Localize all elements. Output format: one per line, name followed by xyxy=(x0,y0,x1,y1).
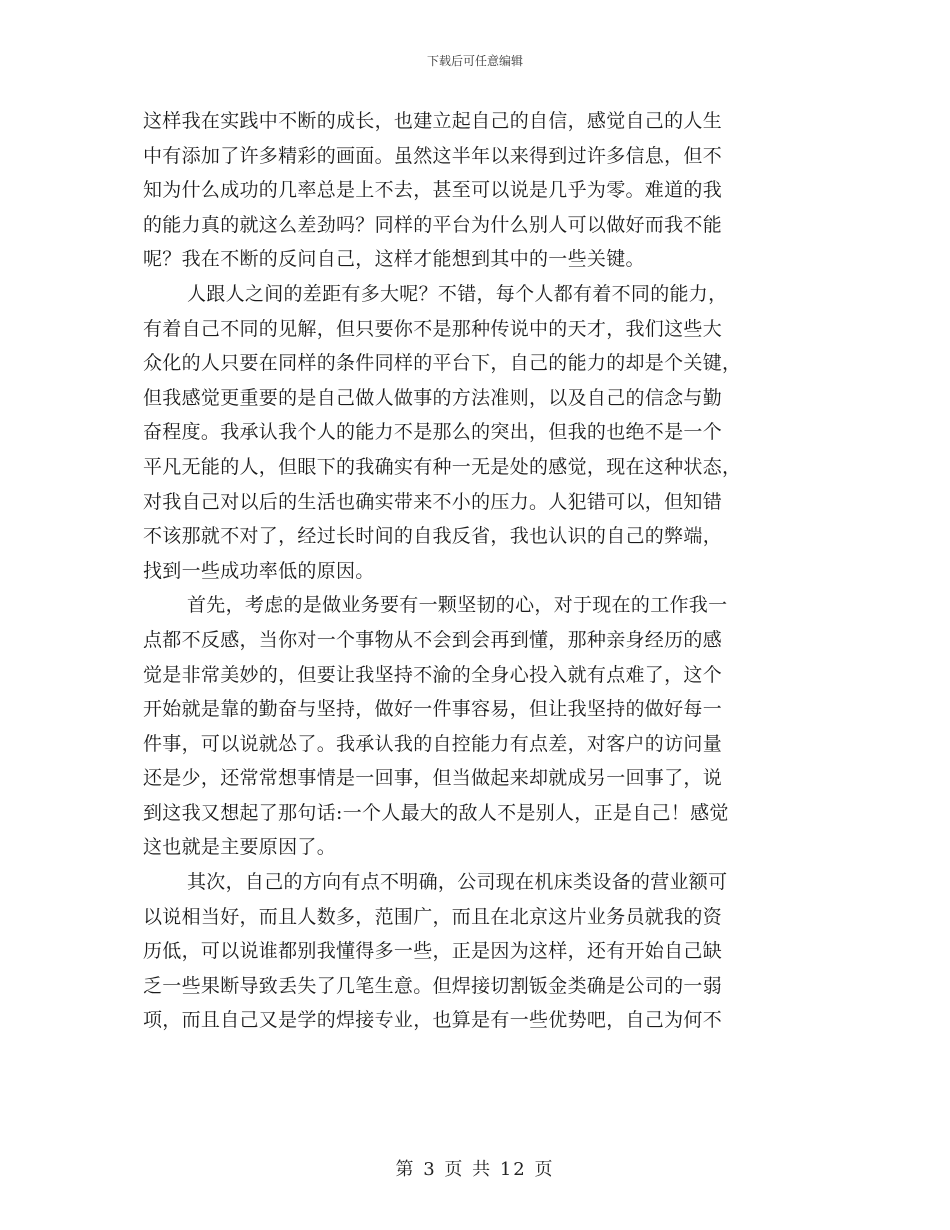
paragraph xyxy=(143,104,803,277)
text-line: 点都不反感，当你对一个事物从不会到会再到懂，那种亲身经历的感 xyxy=(143,628,723,651)
text-line: 其次，自己的方向有点不明确，公司现在机床类设备的营业额可 xyxy=(187,871,728,894)
text-line: 有着自己不同的见解，但只要你不是那种传说中的天才，我们这些大 xyxy=(143,317,723,340)
paragraph xyxy=(143,588,803,865)
text-line: 到这我又想起了那句话:一个人最大的敌人不是别人，正是自己！感觉 xyxy=(143,801,729,824)
text-line: 开始就是靠的勤奋与坚持，做好一件事容易，但让我坚持的做好每一 xyxy=(143,698,723,721)
text-line: 人跟人之间的差距有多大呢？不错，每个人都有着不同的能力， xyxy=(187,282,728,305)
text-line: 但我感觉更重要的是自己做人做事的方法准则，以及自己的信念与勤 xyxy=(143,386,723,409)
text-line: 找到一些成功率低的原因。 xyxy=(143,559,375,582)
text-line: 不该那就不对了，经过长时间的自我反省，我也认识的自己的弊端， xyxy=(143,525,723,548)
text-line: 知为什么成功的几率总是上不去，甚至可以说是几乎为零。难道的我 xyxy=(143,179,723,202)
text-line: 项，而且自己又是学的焊接专业，也算是有一些优势吧，自己为何不 xyxy=(143,1009,723,1032)
text-line: 件事，可以说就怂了。我承认我的自控能力有点差，对客户的访问量 xyxy=(143,732,723,755)
text-line: 首先，考虑的是做业务要有一颗坚韧的心，对于现在的工作我一 xyxy=(187,594,728,617)
page-header: 下载后可任意编辑 xyxy=(426,54,523,68)
text-line: 平凡无能的人，但眼下的我确实有种一无是处的感觉，现在这种状态， xyxy=(143,455,742,478)
text-line: 乏一些果断导致丢失了几笔生意。但焊接切割钣金类确是公司的一弱 xyxy=(143,974,723,997)
paragraph xyxy=(143,865,803,1038)
text-line: 呢？我在不断的反问自己，这样才能想到其中的一些关键。 xyxy=(143,248,645,271)
text-line: 还是少，还常常想事情是一回事，但当做起来却就成另一回事了，说 xyxy=(143,767,723,790)
text-line: 以说相当好，而且人数多，范围广，而且在北京这片业务员就我的资 xyxy=(143,905,723,928)
text-line: 奋程度。我承认我个人的能力不是那么的突出，但我的也绝不是一个 xyxy=(143,421,723,444)
body-text xyxy=(143,104,803,1038)
text-line: 对我自己对以后的生活也确实带来不小的压力。人犯错可以，但知错 xyxy=(143,490,723,513)
text-line: 的能力真的就这么差劲吗？同样的平台为什么别人可以做好而我不能 xyxy=(143,213,723,236)
text-line: 这也就是主要原因了。 xyxy=(143,836,337,859)
page-number-footer: 第 3 页 共 12 页 xyxy=(395,1159,555,1180)
text-line: 觉是非常美妙的，但要让我坚持不渝的全身心投入就有点难了，这个 xyxy=(143,663,723,686)
paragraph xyxy=(143,277,803,588)
text-line: 这样我在实践中不断的成长，也建立起自己的自信，感觉自己的人生 xyxy=(143,110,723,132)
text-line: 历低，可以说谁都别我懂得多一些，正是因为这样，还有开始自己缺 xyxy=(143,940,723,963)
text-line: 中有添加了许多精彩的画面。虽然这半年以来得到过许多信息，但不 xyxy=(143,144,723,167)
text-line: 众化的人只要在同样的条件同样的平台下，自己的能力的却是个关键， xyxy=(143,352,742,375)
